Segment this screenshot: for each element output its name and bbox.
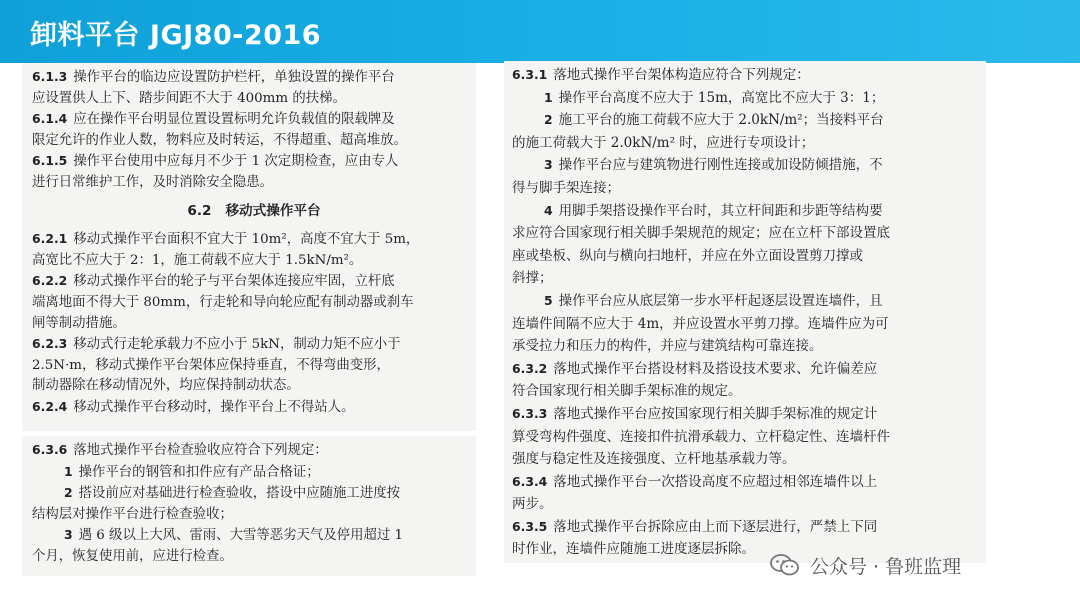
clause-line: 6.1.5 操作平台使用中应每月不少于 1 次定期检查，应由专人 xyxy=(32,153,399,170)
clause-line: 6.1.3 操作平台的临边应设置防护栏杆，单独设置的操作平台 xyxy=(32,69,395,85)
page-title: 卸料平台 JGJ80-2016 xyxy=(30,20,322,51)
clause-line: 应设置供人上下、踏步间距不大于 400mm 的扶梯。 xyxy=(32,90,346,106)
list-item: 2 搭设前应对基础进行检查验收，搭设中应随施工进度按 xyxy=(64,485,400,502)
clause-line: 2.5N·m，移动式操作平台架体应保持垂直，不得弯曲变形， xyxy=(32,357,390,373)
watermark xyxy=(770,551,961,579)
clause-line: 个月，恢复使用前，应进行检查。 xyxy=(32,548,233,564)
clause-line: 高宽比不应大于 2：1，施工荷载不应大于 1.5kN/m²。 xyxy=(32,252,363,268)
clause-line: 6.3.6 落地式操作平台检查验收应符合下列规定： xyxy=(32,442,328,458)
clause-line: 承受拉力和压力的构件，并应与建筑结构可靠连接。 xyxy=(512,338,823,355)
clause-line: 算受弯构件强度、连接扣件抗滑承载力、立杆稳定性、连墙杆件 xyxy=(512,428,890,445)
clause-line: 6.2.2 移动式操作平台的轮子与平台架体连接应牢固，立杆底 xyxy=(32,273,395,290)
clause-line: 连墙件间隔不应大于 4m，并应设置水平剪刀撑。连墙件应为可 xyxy=(512,315,889,332)
list-item: 4 用脚手架搭设操作平台时，其立杆间距和步距等结构要 xyxy=(544,202,883,219)
clause-line: 时作业，连墙件应随施工进度逐层拆除。 xyxy=(512,541,755,558)
wechat-icon xyxy=(770,553,800,577)
clause-line: 6.2.1 移动式操作平台面积不宜大于 10m²，高度不宜大于 5m， xyxy=(32,231,420,248)
list-item: 3 遇 6 级以上大风、雷雨、大雪等恶劣天气及停用超过 1 xyxy=(64,527,404,544)
list-item: 2 施工平台的施工荷载不应大于 2.0kN/m²；当接料平台 xyxy=(544,112,884,129)
clause-line: 斜撑； xyxy=(512,270,553,287)
clause-line: 强度与稳定性及连接强度、立杆地基承载力等。 xyxy=(512,451,796,468)
list-item: 1 操作平台高度不应大于 15m，高宽比不应大于 3：1； xyxy=(544,89,885,106)
clause-line: 符合国家现行相关脚手架标准的规定。 xyxy=(512,383,742,400)
clause-line: 制动器除在移动情况外，均应保持制动状态。 xyxy=(32,378,300,394)
scan-image-left-bottom xyxy=(22,436,476,576)
clause-line: 6.2.4 移动式操作平台移动时，操作平台上不得站人。 xyxy=(32,398,355,415)
clause-line: 结构层对操作平台进行检查验收； xyxy=(32,506,233,522)
list-item: 1 操作平台的钢管和扣件应有产品合格证； xyxy=(64,463,320,480)
clause-line: 限定允许的作业人数，物料应及时转运，不得超重、超高堆放。 xyxy=(32,132,407,148)
clause-line: 6.1.4 应在操作平台明显位置设置标明允许负载值的限载牌及 xyxy=(32,111,395,128)
clause-line: 的施工荷载大于 2.0kN/m² 时，应进行专项设计； xyxy=(512,134,815,151)
clause-line: 闸等制动措施。 xyxy=(32,315,126,331)
watermark-text: 公众号 · 鲁班监理 xyxy=(810,555,962,578)
clause-line: 6.3.3 落地式操作平台应按国家现行相关脚手架标准的规定计 xyxy=(512,405,878,422)
clause-line: 6.3.2 落地式操作平台搭设材料及搭设技术要求、允许偏差应 xyxy=(512,360,878,377)
title-bar xyxy=(0,0,1080,63)
clause-line: 端离地面不得大于 80mm，行走轮和导向轮应配有制动器或刹车 xyxy=(32,294,414,310)
list-item: 3 操作平台应与建筑物进行刚性连接或加设防倾措施，不 xyxy=(544,157,883,174)
clause-line: 座或垫板、纵向与横向扫地杆，并应在外立面设置剪刀撑或 xyxy=(512,247,863,264)
clause-line: 6.3.4 落地式操作平台一次搭设高度不应超过相邻连墙件以上 xyxy=(512,473,878,490)
section-heading: 6.2 移动式操作平台 xyxy=(187,202,321,219)
clause-line: 得与脚手架连接； xyxy=(512,179,620,196)
clause-line: 6.3.1 落地式操作平台架体构造应符合下列规定： xyxy=(512,67,810,83)
scan-image-left-top xyxy=(22,63,476,431)
clause-line: 6.2.3 移动式行走轮承载力不应小于 5kN，制动力矩不应小于 xyxy=(32,336,401,353)
list-item: 5 操作平台应从底层第一步水平杆起逐层设置连墙件，且 xyxy=(544,292,883,309)
clause-line: 6.3.5 落地式操作平台拆除应由上而下逐层进行，严禁上下同 xyxy=(512,518,878,535)
clause-line: 进行日常维护工作，及时消除安全隐患。 xyxy=(32,174,274,190)
scan-image-right xyxy=(504,61,986,563)
clause-line: 两步。 xyxy=(512,496,553,513)
clause-line: 求应符合国家现行相关脚手架规范的规定；应在立杆下部设置底 xyxy=(512,225,890,242)
